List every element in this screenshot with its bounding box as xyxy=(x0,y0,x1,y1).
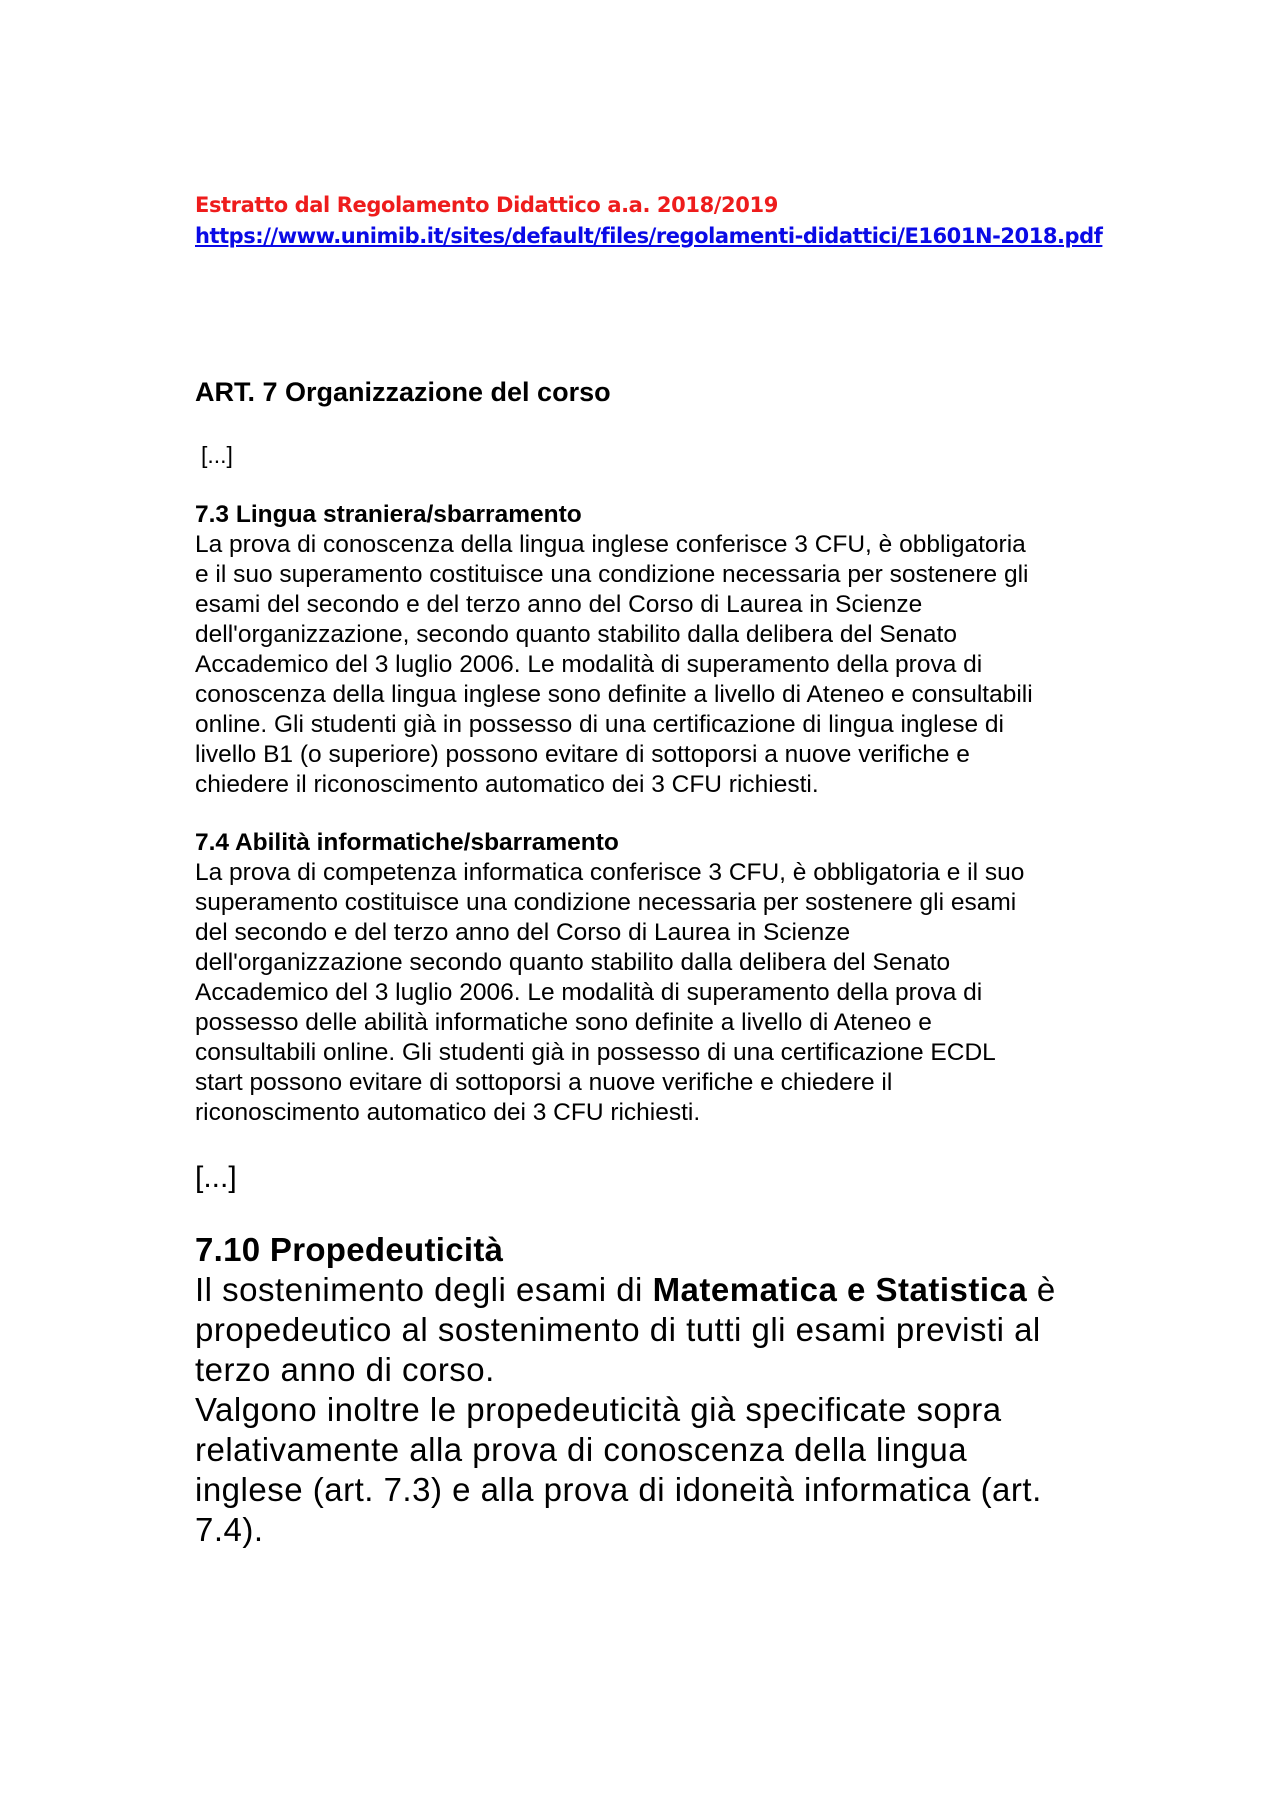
regulation-pdf-link[interactable]: https://www.unimib.it/sites/default/files/regolamenti-didattici/E1601N-2018.pdf xyxy=(195,224,1103,248)
header-title: Estratto dal Regolamento Didattico a.a. 2018/2019 xyxy=(195,193,778,217)
section-body: La prova di conoscenza della lingua inglese conferisce 3 CFU, è obbligatoria e il suo superamento costituisce una condizione necessaria per sostenere gli esami del secondo e del terzo anno del Corso di Laurea in Scienze dell'organizzazione, secondo quanto stabilito dalla delibera del Senato Accademico del 3 luglio 2006. Le modalità di superamento della prova di conoscenza della lingua inglese sono definite a livello di Ateneo e consultabili online. Gli studenti già in possesso di una certificazione di lingua inglese di livello B1 (o superiore) possono evitare di sottoporsi a nuove verifiche e chiedere il riconoscimento automatico dei 3 CFU richiesti. xyxy=(195,531,1033,798)
text-line xyxy=(195,1270,1095,1310)
text-line: inglese (art. 7.3) e alla prova di idoneità informatica (art. xyxy=(195,1471,1042,1508)
text-line: Valgono inoltre le propedeuticità già specificate sopra xyxy=(195,1391,1002,1428)
section-7-4 xyxy=(195,828,1095,1128)
omission-marker: [...] xyxy=(201,442,233,468)
text-line: relativamente alla prova di conoscenza della lingua xyxy=(195,1431,968,1468)
section-7-10 xyxy=(195,1230,1095,1550)
subject-name: Matematica e Statistica xyxy=(652,1271,1028,1308)
article-title: ART. 7 Organizzazione del corso xyxy=(195,377,611,407)
text-line: propedeutico al sostenimento di tutti gli esami previsti al xyxy=(195,1311,1041,1348)
text-segment: è xyxy=(1027,1271,1056,1308)
section-title: 7.10 Propedeuticità xyxy=(195,1231,504,1268)
section-title: 7.4 Abilità informatiche/sbarramento xyxy=(195,829,619,856)
section-body: La prova di competenza informatica conferisce 3 CFU, è obbligatoria e il suo superamento costituisce una condizione necessaria per sostenere gli esami del secondo e del terzo anno del Corso di Laurea in Scienze dell'organizzazione secondo quanto stabilito dalla delibera del Senato Accademico del 3 luglio 2006. Le modalità di superamento della prova di possesso delle abilità informatiche sono definite a livello di Ateneo e consultabili online. Gli studenti già in possesso di una certificazione ECDL start possono evitare di sottoporsi a nuove verifiche e chiedere il riconoscimento automatico dei 3 CFU richiesti. xyxy=(195,859,1025,1126)
section-title: 7.3 Lingua straniera/sbarramento xyxy=(195,501,582,528)
section-7-3 xyxy=(195,500,1095,800)
text-line: terzo anno di corso. xyxy=(195,1351,495,1388)
text-segment: Il sostenimento degli esami di xyxy=(195,1271,653,1308)
text-line: 7.4). xyxy=(195,1511,264,1548)
omission-marker: [...] xyxy=(195,1161,237,1194)
